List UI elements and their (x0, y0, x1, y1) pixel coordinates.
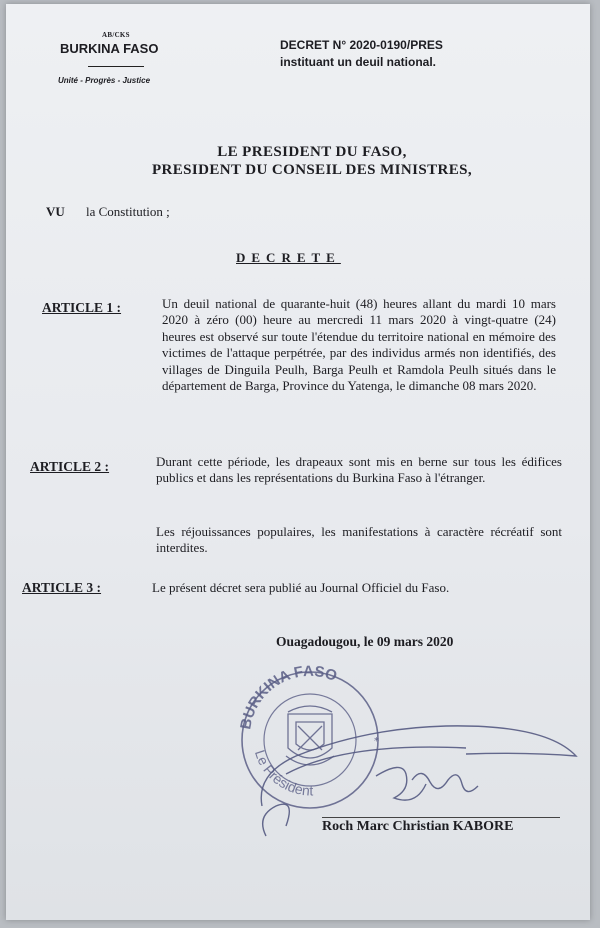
article-3-text: Le présent décret sera publié au Journal Officiel du Faso. (152, 580, 450, 595)
reference-code: AB/CKS (102, 31, 130, 39)
article-1-text: Un deuil national de quarante-huit (48) heures allant du mardi 10 mars 2020 à zéro (00) heure au mercredi 11 mars 2020 à vingt-quatre (24) heures est observé sur toute l'étendue du territoire national en mémoire des victimes de l'attaque perpétrée, par des individus armés non identifiés, des villages de Dinguila Peulh, Barga Peulh et Ramdola Peulh situés dans le département de Barga, Province du Yatenga, le dimanche 08 mars 2020. (162, 296, 556, 394)
place-and-date: Ouagadougou, le 09 mars 2020 (276, 634, 454, 649)
star-icon: * (374, 736, 379, 747)
decree-subject: instituant un deuil national. (280, 55, 436, 69)
article-1-label: ARTICLE 1 : (42, 300, 122, 315)
title-line-1: LE PRESIDENT DU FASO, (217, 144, 407, 160)
vu-label: VU (46, 204, 65, 219)
stamp-text-top: BURKINA FASO (237, 662, 340, 731)
coat-of-arms-emblem (286, 706, 334, 765)
vu-text: la Constitution ; (86, 204, 170, 219)
article-3-label: ARTICLE 3 : (22, 580, 102, 595)
national-motto: Unité - Progrès - Justice (58, 76, 151, 85)
title-line-2: PRESIDENT DU CONSEIL DES MINISTRES, (151, 162, 473, 178)
article-2-paragraph-2: Les réjouissances populaires, les manifestations à caractère récréatif sont interdites. (156, 524, 562, 556)
decrete-heading: DECRETE (236, 250, 341, 265)
article-2-paragraph-1: Durant cette période, les drapeaux sont mis en berne sur tous les édifices publics et dans les représentations du Burkina Faso à l'étranger. (156, 454, 562, 486)
article-2-label: ARTICLE 2 : (30, 459, 110, 474)
signer-name: Roch Marc Christian KABORE (322, 817, 560, 835)
document-page (6, 4, 590, 920)
decree-number: DECRET N° 2020-0190/PRES (280, 38, 443, 52)
country-name: BURKINA FASO (60, 41, 159, 56)
header-divider (88, 66, 144, 67)
stamp-text-bottom: Le Président (251, 747, 314, 799)
